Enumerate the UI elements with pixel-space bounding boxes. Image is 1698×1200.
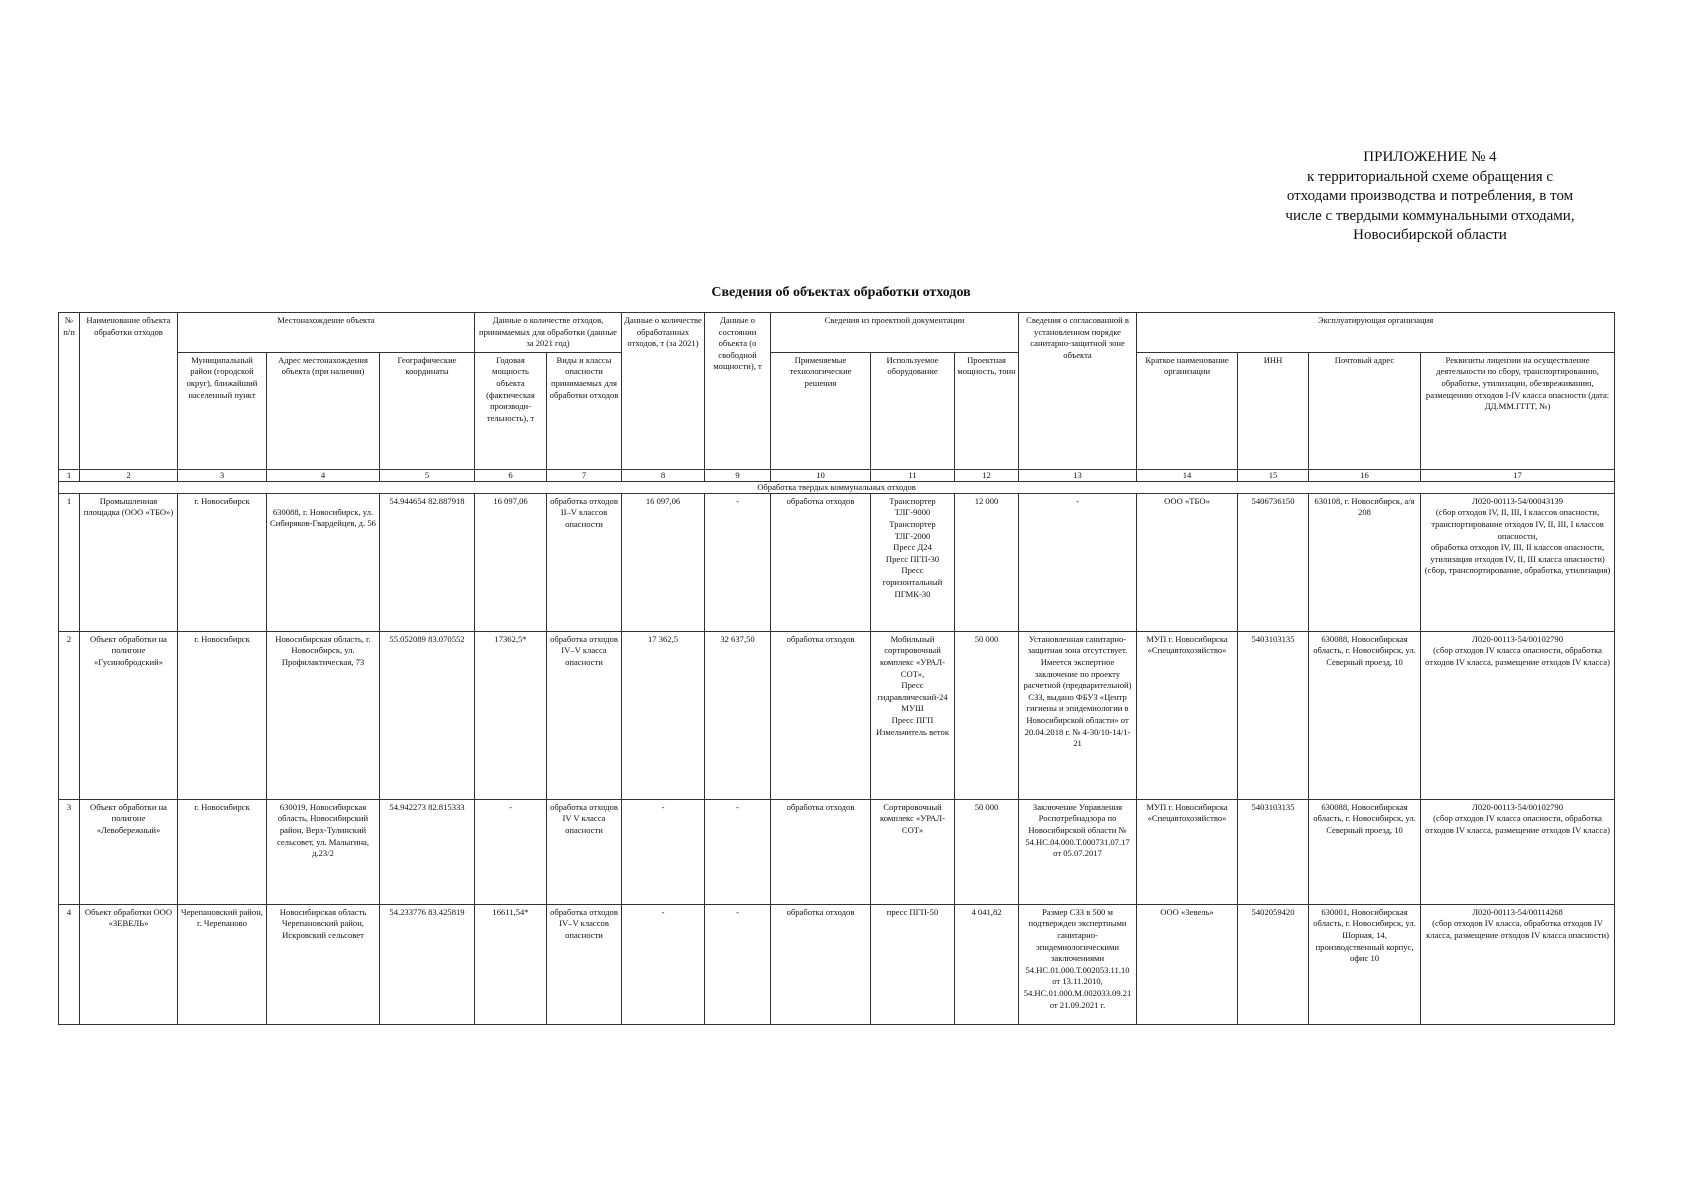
- equipment-item: Измельчитель веток: [875, 726, 950, 737]
- cell-annual: 16 097,06: [475, 493, 547, 631]
- license-number: Л020-00113-54/00102790: [1472, 633, 1564, 644]
- cell-municipal: г. Новосибирск: [178, 631, 267, 799]
- header-num: № п/п: [59, 313, 80, 470]
- cell-coords: 55.052089 83.070552: [380, 631, 475, 799]
- cell-inn: 5402059420: [1238, 904, 1309, 1024]
- cell-municipal: г. Новосибирск: [178, 799, 267, 904]
- equipment-item: Пресс ПГП-30: [885, 553, 940, 564]
- cell-szz: -: [1019, 493, 1137, 631]
- appendix-line: отходами производства и потребления, в том: [1286, 188, 1574, 204]
- license-text: обработка отходов IV, III, II классов опасности, утилизация отходов IV, II, III класса опасности): [1430, 542, 1605, 564]
- cell-name: Объект обработки на полигоне «Левобережный»: [80, 799, 178, 904]
- cell-municipal: г. Новосибирск: [178, 493, 267, 631]
- column-number: 11: [871, 469, 955, 481]
- column-number: 5: [380, 469, 475, 481]
- cell-capacity: 4 041,82: [955, 904, 1019, 1024]
- header-processed: Данные о количестве обработанных отходов, т (за 2021): [622, 313, 705, 470]
- cell-state: -: [705, 493, 771, 631]
- header-state: Данные о состоянии объекта (о свободной мощности), т: [705, 313, 771, 470]
- cell-szz: Установленная санитарно-защитная зона отсутствует. Имеется экспертное заключение по проекту расчетной (предварительной) СЗЗ, выдано ФБУЗ «Центр гигиены и эпидемиологии в Новосибирской области» от 20.04.2018 г. № 4-30/10-14/1-21: [1019, 631, 1137, 799]
- column-number: 2: [80, 469, 178, 481]
- cell-postal: 630001, Новосибирская область, г. Новосибирск, ул. Шорная, 14, производственный корпус, офис 10: [1309, 904, 1421, 1024]
- cell-capacity: 50 000: [955, 799, 1019, 904]
- header-postal: Почтовый адрес: [1309, 352, 1421, 469]
- cell-equipment: [871, 493, 955, 631]
- cell-szz: Заключение Управления Роспотребнадзора по Новосибирской области № 54.НС.04.000.Т.000731.07.17 от 05.07.2017: [1019, 799, 1137, 904]
- table-row: [59, 631, 1615, 799]
- cell-annual: -: [475, 799, 547, 904]
- cell-num: 4: [59, 904, 80, 1024]
- column-number: 13: [1019, 469, 1137, 481]
- cell-inn: 5403103135: [1238, 799, 1309, 904]
- column-number: 12: [955, 469, 1019, 481]
- header-location: Местонахождение объекта: [178, 313, 475, 353]
- cell-state: -: [705, 799, 771, 904]
- column-number: 17: [1421, 469, 1615, 481]
- cell-szz: Размер СЗЗ в 500 м подтвержден экспертными санитарно-эпидемиологическими заключениями 54.НС.01.000.Т.002053.11.10 от 13.11.2010, 54.НС.01.000.М.002033.09.21 от 21.09.2021 г.: [1019, 904, 1137, 1024]
- cell-equipment: [871, 904, 955, 1024]
- cell-processed: 16 097,06: [622, 493, 705, 631]
- cell-coords: 54.233776 83.425819: [380, 904, 475, 1024]
- license-text: (сбор отходов IV, II, III, I классов опасности, транспортирование отходов IV, II, III, I классов опасности,: [1431, 507, 1604, 541]
- column-number: 14: [1137, 469, 1238, 481]
- appendix-line: Новосибирской области: [1353, 227, 1507, 243]
- equipment-item: Мобильный сортировочный комплекс «УРАЛ-СОТ»,: [880, 633, 945, 679]
- cell-org-name: МУП г. Новосибирска «Спецавтохозяйство»: [1137, 799, 1238, 904]
- cell-license: [1421, 904, 1615, 1024]
- cell-org-name: ООО «ТБО»: [1137, 493, 1238, 631]
- cell-num: 3: [59, 799, 80, 904]
- cell-num: 1: [59, 493, 80, 631]
- cell-tech: обработка отходов: [771, 631, 871, 799]
- header-row-sub: [59, 352, 1615, 469]
- cell-capacity: 12 000: [955, 493, 1019, 631]
- appendix-line: к территориальной схеме обращения с: [1306, 168, 1554, 185]
- cell-address: Новосибирская область Черепановский район, Искровский сельсовет: [267, 904, 380, 1024]
- address-text: 630088, г. Новосибирск, ул. Сибиряков-Гвардейцев, д. 56: [270, 506, 376, 529]
- waste-facilities-table: [58, 312, 1615, 1025]
- cell-state: 32 637,50: [705, 631, 771, 799]
- header-municipal: Муниципальный район (городской округ), ближайший населенный пункт: [178, 352, 267, 469]
- appendix-number: ПРИЛОЖЕНИЕ № 4: [1363, 149, 1497, 165]
- header-name: Наименование объекта обработки отходов: [80, 313, 178, 470]
- cell-tech: обработка отходов: [771, 799, 871, 904]
- cell-name: Объект обработки на полигоне «Гусинобродский»: [80, 631, 178, 799]
- section-title: Обработка твердых коммунальных отходов: [59, 481, 1615, 493]
- section-row: [59, 481, 1615, 493]
- cell-types: обработка отходов IV–V классов опасности: [547, 904, 622, 1024]
- license-text: (сбор отходов IV класса, обработка отходов IV класса, размещение отходов IV класса опасности): [1426, 918, 1609, 940]
- cell-processed: -: [622, 904, 705, 1024]
- header-capacity: Проектная мощность, тонн: [955, 352, 1019, 469]
- equipment-item: Пресс гидравлический-24 МУШ: [877, 680, 948, 714]
- header-inn: ИНН: [1238, 352, 1309, 469]
- document-title: Сведения об объектах обработки отходов: [711, 285, 971, 300]
- cell-postal: 630108, г. Новосибирск, а/я 208: [1309, 493, 1421, 631]
- header-project-group: Сведения из проектной документации: [771, 313, 1019, 353]
- cell-equipment: [871, 799, 955, 904]
- header-operator-group: Эксплуатирующая организация: [1137, 313, 1615, 353]
- license-number: Л020-00113-54/00102790: [1472, 801, 1564, 812]
- column-number: 8: [622, 469, 705, 481]
- license-number: Л020-00113-54/00043139: [1472, 495, 1564, 506]
- cell-postal: 630088, Новосибирская область, г. Новосибирск, ул. Северный проезд, 10: [1309, 799, 1421, 904]
- cell-org-name: ООО «Зевель»: [1137, 904, 1238, 1024]
- header-szz: Сведения о согласованной в установленном порядке санитарно-защитной зоне объекта: [1019, 313, 1137, 470]
- column-number: 16: [1309, 469, 1421, 481]
- cell-tech: обработка отходов: [771, 493, 871, 631]
- equipment-item: Пресс ПГП: [891, 714, 934, 725]
- license-number: Л020-00113-54/00114268: [1472, 906, 1563, 917]
- header-row-group: [59, 313, 1615, 353]
- appendix-line: числе с твердыми коммунальными отходами,: [1285, 207, 1575, 224]
- cell-capacity: 50 000: [955, 631, 1019, 799]
- header-equipment: Используемое оборудование: [871, 352, 955, 469]
- cell-annual: 16611,54*: [475, 904, 547, 1024]
- appendix-heading: [1250, 148, 1610, 246]
- license-text: (сбор отходов IV класса опасности, обработка отходов IV класса, размещение отходов IV класса): [1425, 645, 1610, 667]
- license-text: (сбор отходов IV класса опасности, обработка отходов IV класса, размещение отходов IV класса): [1425, 813, 1610, 835]
- cell-address: Новосибирская область, г. Новосибирск, ул. Профилактическая, 73: [267, 631, 380, 799]
- cell-types: обработка отходов IV–V класса опасности: [547, 631, 622, 799]
- header-coords: Географические координаты: [380, 352, 475, 469]
- cell-tech: обработка отходов: [771, 904, 871, 1024]
- column-number: 15: [1238, 469, 1309, 481]
- header-address: Адрес местонахождения объекта (при наличии): [267, 352, 380, 469]
- cell-license: [1421, 493, 1615, 631]
- column-number: 3: [178, 469, 267, 481]
- cell-inn: 5406736150: [1238, 493, 1309, 631]
- cell-annual: 17362,5*: [475, 631, 547, 799]
- cell-inn: 5403103135: [1238, 631, 1309, 799]
- header-types: Виды и классы опасности принимаемых для обработки отходов: [547, 352, 622, 469]
- cell-name: Объект обработки ООО «ЗЕВЕЛЬ»: [80, 904, 178, 1024]
- column-number: 7: [547, 469, 622, 481]
- column-number: 6: [475, 469, 547, 481]
- column-number: 4: [267, 469, 380, 481]
- equipment-item: Пресс горизонтальный ПГМК-30: [882, 565, 943, 599]
- column-number: 1: [59, 469, 80, 481]
- column-numbers-row: [59, 469, 1615, 481]
- cell-address: 630019, Новосибирская область, Новосибирский район, Верх-Тулинский сельсовет, ул. Малыгина, д.23/2: [267, 799, 380, 904]
- header-tech: Применяемые технологические решения: [771, 352, 871, 469]
- cell-postal: 630088, Новосибирская область, г. Новосибирск, ул. Северный проезд, 10: [1309, 631, 1421, 799]
- header-annual: Годовая мощность объекта (фактическая производи-тельность), т: [475, 352, 547, 469]
- column-number: 9: [705, 469, 771, 481]
- equipment-item: Транспортер ТЛГ-2000: [889, 518, 936, 541]
- cell-num: 2: [59, 631, 80, 799]
- cell-municipal: Черепановский район, г. Черепаново: [178, 904, 267, 1024]
- cell-state: -: [705, 904, 771, 1024]
- cell-processed: 17 362,5: [622, 631, 705, 799]
- equipment-item: Сортировочный комплекс «УРАЛ-СОТ»: [880, 801, 945, 835]
- table-row: [59, 799, 1615, 904]
- header-license: Реквизиты лицензии на осуществление деятельности по сбору, транспортированию, обработке, утилизации, обезвреживанию, размещению отходов I-IV класса опасности (дата: ДД.ММ.ГГГГ, №): [1421, 352, 1615, 469]
- cell-org-name: МУП г. Новосибирска «Спецавтохозяйство»: [1137, 631, 1238, 799]
- cell-processed: -: [622, 799, 705, 904]
- cell-types: обработка отходов IV V класса опасности: [547, 799, 622, 904]
- cell-license: [1421, 799, 1615, 904]
- cell-license: [1421, 631, 1615, 799]
- cell-coords: 54.944654 82.887918: [380, 493, 475, 631]
- header-org-name: Краткое наименование организации: [1137, 352, 1238, 469]
- cell-coords: 54.942273 82.815333: [380, 799, 475, 904]
- equipment-item: Пресс Д24: [893, 542, 932, 553]
- table-row: [59, 904, 1615, 1024]
- cell-equipment: [871, 631, 955, 799]
- cell-name: Промышленная площадка (ООО «ТБО»): [80, 493, 178, 631]
- equipment-item: Транспортер ТЛГ-9000: [889, 495, 936, 518]
- equipment-item: пресс ПГП-50: [886, 906, 939, 917]
- column-number: 10: [771, 469, 871, 481]
- table-row: [59, 493, 1615, 631]
- cell-types: обработка отходов II–V классов опасности: [547, 493, 622, 631]
- header-received-group: Данные о количестве отходов, принимаемых для обработки (данные за 2021 год): [475, 313, 622, 353]
- license-text: (сбор, транспортирование, обработка, утилизация): [1424, 565, 1611, 576]
- cell-address: [267, 493, 380, 631]
